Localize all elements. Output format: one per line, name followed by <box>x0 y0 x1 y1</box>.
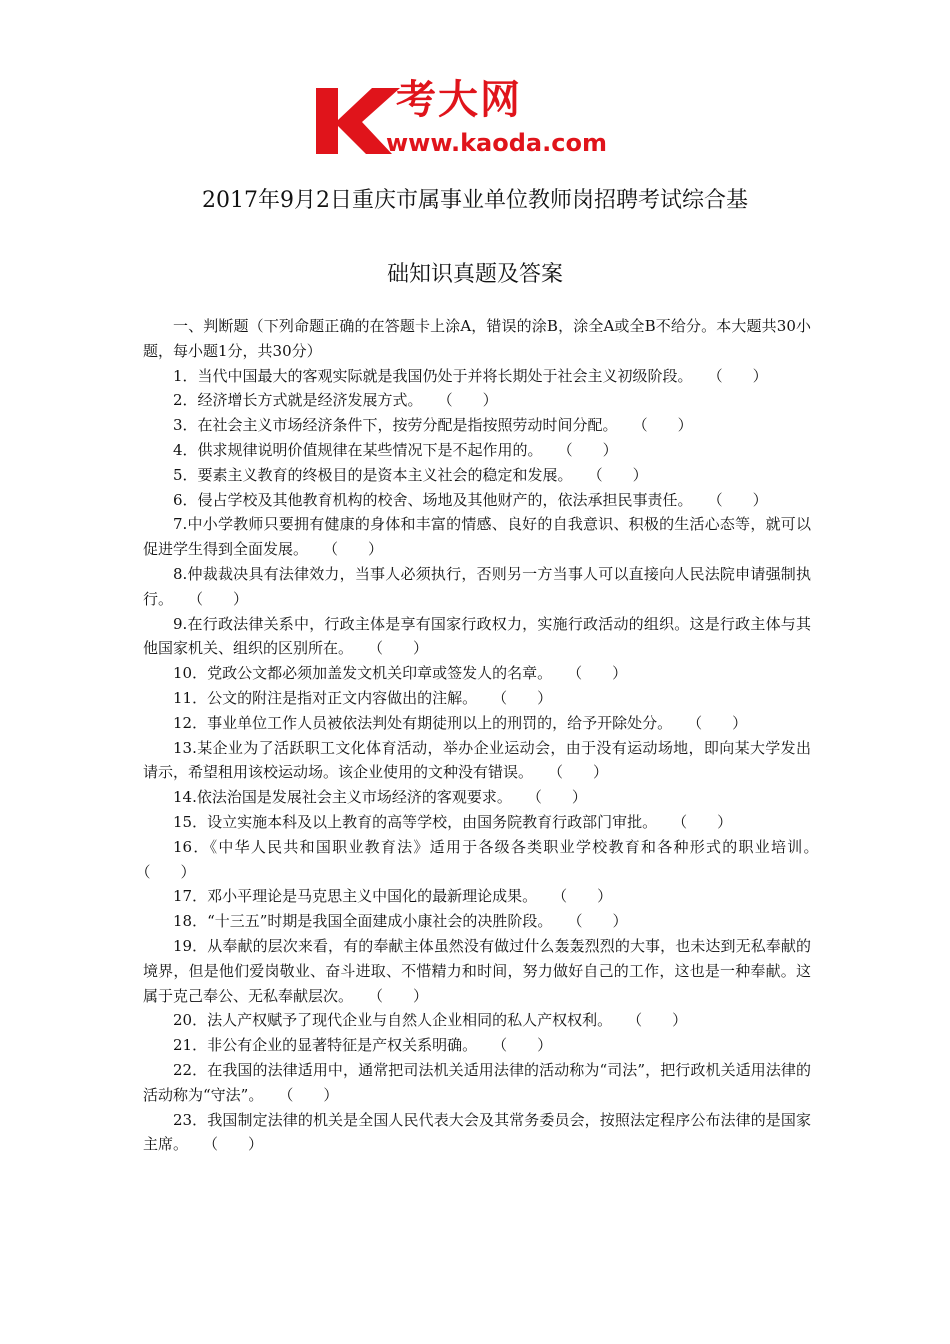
question-text: 18．“十三五”时期是我国全面建成小康社会的决胜阶段。 <box>173 912 545 931</box>
question-item <box>143 736 811 786</box>
question-item <box>143 388 811 413</box>
answer-blank[interactable]: （ ） <box>595 465 648 484</box>
document-title-line-2: 础知识真题及答案 <box>386 262 563 287</box>
question-item <box>143 1033 811 1058</box>
answer-blank[interactable]: （ ） <box>210 1135 264 1154</box>
answer-blank[interactable]: （ ） <box>499 688 553 707</box>
question-item <box>143 1108 811 1158</box>
question-item <box>143 711 811 736</box>
document-title-line-1: 2017年9月2日重庆市属事业单位教师岗招聘考试综合基 <box>202 188 748 213</box>
question-text: 3．在社会主义市场经济条件下，按劳分配是指按照劳动时间分配。 <box>173 416 611 435</box>
answer-blank[interactable]: （ ） <box>565 440 618 459</box>
question-list <box>143 364 811 1158</box>
answer-blank[interactable]: （ ） <box>195 589 249 608</box>
question-item <box>143 463 811 488</box>
logo-brand-name: 考大网 <box>396 77 522 123</box>
answer-blank[interactable]: （ ） <box>330 540 384 559</box>
question-item <box>143 364 811 389</box>
question-text: 15．设立实施本科及以上教育的高等学校，由国务院教育行政部门审批。 <box>173 812 650 831</box>
question-text: 19．从奉献的层次来看，有的奉献主体虽然没有做过什么轰轰烈烈的大事，也未达到无私奉献的境界，但是他们爱岗敬业、奋斗进取、不惜精力和时间，努力做好自己的工作，这也是一种奉献。这属于克己奉公、无私奉献层次。 <box>143 936 811 1005</box>
answer-blank[interactable]: （ ） <box>143 862 196 881</box>
question-text: 20．法人产权赋予了现代企业与自然人企业相同的私人产权权利。 <box>173 1011 605 1030</box>
question-item <box>143 488 811 513</box>
answer-blank[interactable]: （ ） <box>640 416 693 435</box>
answer-blank[interactable]: （ ） <box>694 713 748 732</box>
question-text: 9.在行政法律关系中，行政主体是享有国家行政权力，实施行政活动的组织。这是行政主体与其他国家机关、组织的区别所在。 <box>143 614 811 658</box>
question-item <box>143 438 811 463</box>
question-item <box>143 785 811 810</box>
answer-blank[interactable]: （ ） <box>574 664 628 683</box>
answer-blank[interactable]: （ ） <box>715 366 768 385</box>
question-text: 22．在我国的法律适用中，通常把司法机关适用法律的活动称为“司法”，把行政机关适用法律的活动称为“守法”。 <box>143 1060 811 1104</box>
question-text: 7.中小学教师只要拥有健康的身体和丰富的情感、良好的自我意识、积极的生活心态等，就可以促进学生得到全面发展。 <box>143 515 811 559</box>
question-text: 4．供求规律说明价值规律在某些情况下是不起作用的。 <box>173 440 536 459</box>
question-text: 2．经济增长方式就是经济发展方式。 <box>173 391 416 410</box>
question-text: 11．公文的附注是指对正文内容做出的注解。 <box>173 688 470 707</box>
answer-blank[interactable]: （ ） <box>375 639 429 658</box>
question-text: 1．当代中国最大的客观实际就是我国仍处于并将长期处于社会主义初级阶段。 <box>173 366 686 385</box>
question-text: 16．《中华人民共和国职业教育法》适用于各级各类职业学校教育和各种形式的职业培训。 <box>173 837 811 856</box>
kaoda-logo <box>312 78 642 162</box>
answer-blank[interactable]: （ ） <box>715 490 768 509</box>
question-item <box>143 612 811 662</box>
question-item <box>143 686 811 711</box>
question-item <box>143 810 811 835</box>
question-item <box>143 512 811 562</box>
question-text: 17．邓小平理论是马克思主义中国化的最新理论成果。 <box>173 887 530 906</box>
answer-blank[interactable]: （ ） <box>534 788 587 807</box>
question-text: 5．要素主义教育的终极目的是资本主义社会的稳定和发展。 <box>173 465 566 484</box>
logo-url: www.kaoda.com <box>386 129 607 157</box>
question-text: 10．党政公文都必须加盖发文机关印章或签发人的名章。 <box>173 664 545 683</box>
question-item <box>143 934 811 1008</box>
question-text: 8.仲裁裁决具有法律效力，当事人必须执行，否则另一方当事人可以直接向人民法院申请强制执行。 <box>143 564 811 608</box>
question-item <box>143 909 811 934</box>
question-text: 6．侵占学校及其他教育机构的校舍、场地及其他财产的，依法承担民事责任。 <box>173 490 686 509</box>
question-text: 21．非公有企业的显著特征是产权关系明确。 <box>173 1036 470 1055</box>
question-text: 23．我国制定法律的机关是全国人民代表大会及其常务委员会，按照法定程序公布法律的是国家主席。 <box>143 1110 811 1154</box>
answer-blank[interactable]: （ ） <box>375 986 429 1005</box>
question-item <box>143 1058 811 1108</box>
answer-blank[interactable]: （ ） <box>285 1085 339 1104</box>
answer-blank[interactable]: （ ） <box>559 887 613 906</box>
answer-blank[interactable]: （ ） <box>634 1011 688 1030</box>
question-item <box>143 413 811 438</box>
answer-blank[interactable]: （ ） <box>679 812 733 831</box>
answer-blank[interactable]: （ ） <box>445 391 498 410</box>
question-text: 12．事业单位工作人员被依法判处有期徒刑以上的刑罚的，给予开除处分。 <box>173 713 665 732</box>
answer-blank[interactable]: （ ） <box>574 912 628 931</box>
question-item <box>143 835 811 885</box>
question-text: 14.依法治国是发展社会主义市场经济的客观要求。 <box>173 788 505 807</box>
question-item <box>143 1008 811 1033</box>
section-heading: 一、判断题（下列命题正确的在答题卡上涂A，错误的涂B，涂全A或全B不给分。本大题共30小题，每小题1分，共30分） <box>143 317 811 360</box>
question-text: 13.某企业为了活跃职工文化体育活动，举办企业运动会，由于没有运动场地，即向某大学发出请示，希望租用该校运动场。该企业使用的文种没有错误。 <box>143 738 811 782</box>
question-item <box>143 661 811 686</box>
question-content <box>143 314 811 1157</box>
answer-blank[interactable]: （ ） <box>555 763 609 782</box>
answer-blank[interactable]: （ ） <box>499 1036 553 1055</box>
question-item <box>143 562 811 612</box>
question-item <box>143 884 811 909</box>
